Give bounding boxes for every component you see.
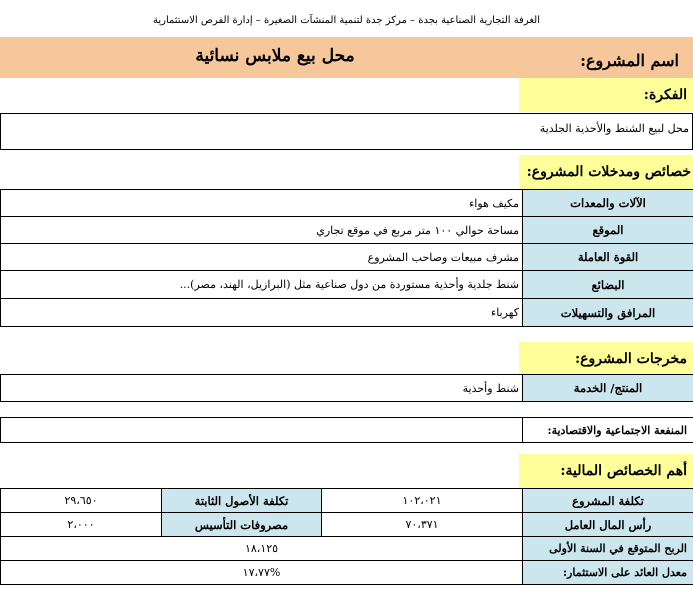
table-row <box>1 190 693 217</box>
table-row <box>1 537 693 561</box>
equipment-value: مكيف هواء <box>1 190 523 217</box>
table-row <box>1 489 693 513</box>
financial-table <box>0 488 693 585</box>
project-cost-value: ١٠٢،٠٢١ <box>322 489 523 513</box>
benefit-table <box>0 417 693 443</box>
outputs-table <box>0 374 693 402</box>
facilities-value: كهرباء <box>1 299 523 327</box>
table-row <box>1 244 693 271</box>
idea-text: محل لبيع الشنط والأحذية الجلدية <box>0 113 693 150</box>
goods-value: شنط جلدية وأحذية مستوردة من دول صناعية مثل (البرازيل، الهند، مصر)... <box>1 271 523 299</box>
header-line: الغرفة التجارية الصناعية بجدة – مركز جدة لتنمية المنشآت الصغيرة – إدارة الفرص الاستثمارية <box>152 15 541 26</box>
fixed-assets-label: تكلفة الأصول الثابتة <box>162 489 322 513</box>
table-row <box>1 271 693 299</box>
product-label: المنتج/ الخدمة <box>523 375 693 402</box>
project-label: اسم المشروع: <box>580 51 679 70</box>
idea-heading: الفكرة: <box>519 78 693 112</box>
profit-label: الربح المتوقع في السنة الأولى <box>523 537 693 561</box>
characteristics-table <box>0 189 693 327</box>
setup-costs-label: مصروفات التأسيس <box>162 513 322 537</box>
roi-label: معدل العائد على الاستثمار: <box>523 561 693 585</box>
project-name: محل بيع ملابس نسائية <box>195 46 355 66</box>
setup-costs-value: ٢،٠٠٠ <box>1 513 162 537</box>
roi-value: %١٧،٧٧ <box>1 561 523 585</box>
goods-label: البضائع <box>523 271 693 299</box>
table-row <box>1 299 693 327</box>
location-value: مساحة حوالي ١٠٠ متر مربع في موقع تجاري <box>1 217 523 244</box>
working-capital-label: رأس المال العامل <box>523 513 693 537</box>
benefit-label: المنفعة الاجتماعية والاقتصادية: <box>523 418 693 443</box>
outputs-heading: مخرجات المشروع: <box>519 342 693 376</box>
product-value: شنط وأحذية <box>1 375 523 402</box>
table-row <box>1 513 693 537</box>
facilities-label: المرافق والتسهيلات <box>523 299 693 327</box>
location-label: الموقع <box>523 217 693 244</box>
table-row <box>1 418 693 443</box>
financial-heading: أهم الخصائص المالية: <box>519 454 693 488</box>
benefit-value <box>1 418 523 443</box>
characteristics-heading: خصائص ومدخلات المشروع: <box>519 155 693 189</box>
table-row <box>1 375 693 402</box>
table-row <box>1 561 693 585</box>
working-capital-value: ٧٠،٣٧١ <box>322 513 523 537</box>
equipment-label: الآلات والمعدات <box>523 190 693 217</box>
project-cost-label: تكلفة المشروع <box>523 489 693 513</box>
profit-value: ١٨،١٢٥ <box>1 537 523 561</box>
workforce-label: القوة العاملة <box>523 244 693 271</box>
fixed-assets-value: ٢٩،٦٥٠ <box>1 489 162 513</box>
table-row <box>1 217 693 244</box>
workforce-value: مشرف مبيعات وصاحب المشروع <box>1 244 523 271</box>
